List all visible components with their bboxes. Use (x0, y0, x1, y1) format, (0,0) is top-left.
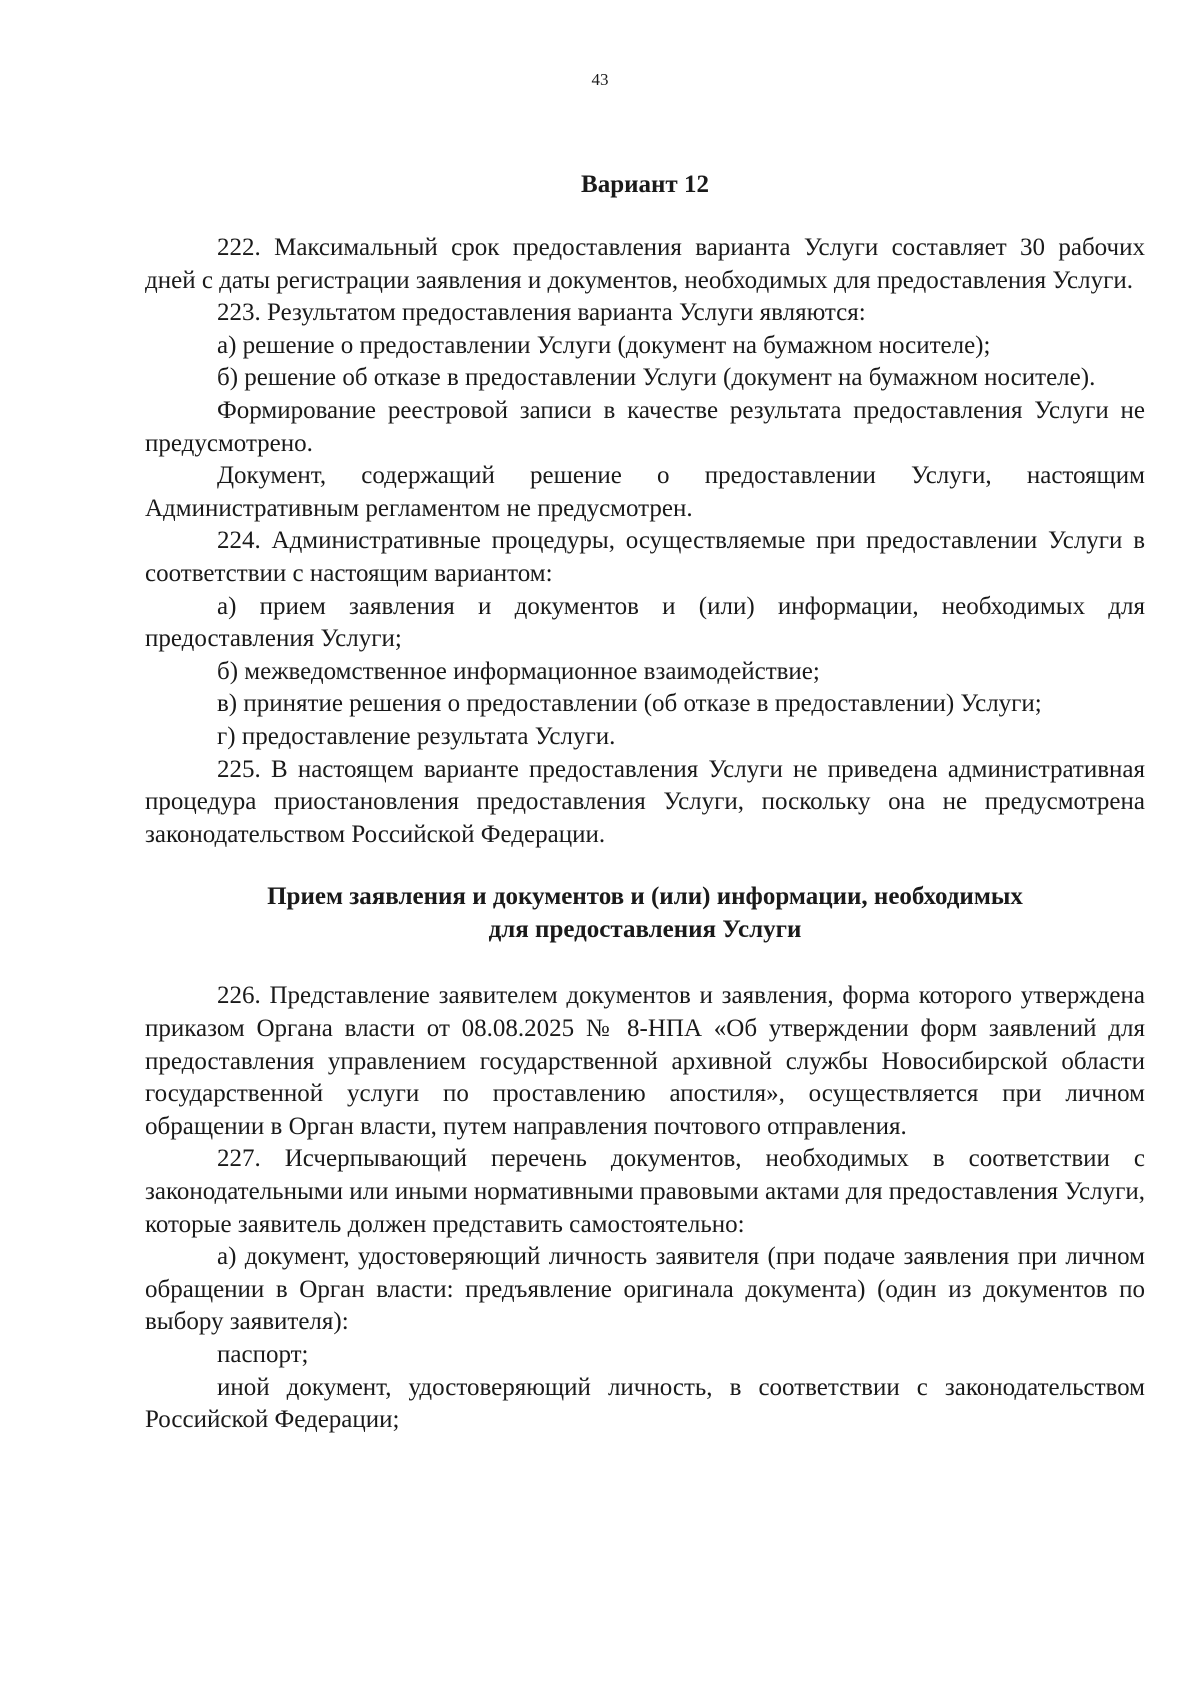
list-item-other-id-document: иной документ, удостоверяющий личность, в соответствии с законодательством Российской Федерации; (145, 1373, 1145, 1434)
paragraph-223: 223. Результатом предоставления варианта Услуги являются: (217, 299, 866, 327)
variant-heading: Вариант 12 (581, 171, 709, 198)
paragraph-224: 224. Административные процедуры, осуществляемые при предоставлении Услуги в соответствии с настоящим вариантом: (145, 527, 1145, 587)
list-item-224-b: б) межведомственное информационное взаимодействие; (217, 657, 820, 685)
list-item-224-a: а) прием заявления и документов и (или) информации, необходимых для предоставления Услуги; (145, 592, 1145, 653)
list-item-224-c: в) принятие решения о предоставлении (об отказе в предоставлении) Услуги; (217, 690, 1042, 718)
document-body (145, 160, 1145, 1437)
list-item-passport: паспорт; (217, 1341, 309, 1368)
paragraph-227: 227. Исчерпывающий перечень документов, необходимых в соответствии с законодательными или иными нормативными правовыми актами для предоставления Услуги, которые заявитель должен представить самостоятельно: (145, 1145, 1145, 1238)
paragraph-222: 222. Максимальный срок предоставления варианта Услуги составляет 30 рабочих дней с даты регистрации заявления и документов, необходимых для предоставления Услуги. (145, 234, 1145, 294)
list-item-223-a: а) решение о предоставлении Услуги (документ на бумажном носителе); (217, 331, 991, 359)
list-item-224-d: г) предоставление результата Услуги. (217, 722, 616, 750)
page-number: 43 (591, 70, 609, 89)
paragraph-225: 225. В настоящем варианте предоставления Услуги не приведена административная процедура приостановления предоставления Услуги, поскольку она не предусмотрена законодательством Российской Федерации. (145, 755, 1145, 848)
section-heading-application-intake (145, 881, 1145, 946)
section-heading-line-1: Прием заявления и документов и (или) информации, необходимых (267, 883, 1023, 911)
paragraph-registry-record: Формирование реестровой записи в качестве результата предоставления Услуги не предусмотрено. (145, 396, 1145, 457)
paragraph-decision-document: Документ, содержащий решение о предоставлении Услуги, настоящим Административным регламентом не предусмотрен. (145, 462, 1145, 522)
section-application-intake (145, 980, 1145, 1436)
section-heading-line-2: для предоставления Услуги (488, 915, 802, 943)
list-item-223-b: б) решение об отказе в предоставлении Услуги (документ на бумажном носителе). (217, 364, 1096, 392)
list-item-227-a: а) документ, удостоверяющий личность заявителя (при подаче заявления при личном обращении в Орган власти: предъявление оригинала документа) (один из документов по выбору заявителя): (145, 1243, 1145, 1336)
paragraph-226: 226. Представление заявителем документов и заявления, форма которого утверждена приказом Органа власти от 08.08.2025 № 8-НПА «Об утверждении форм заявлений для предоставления управлением государственной архивной службы Новосибирской области государственной услуги по проставлению апостиля», осуществляется при личном обращении в Орган власти, путем направления почтового отправления. (145, 982, 1145, 1140)
section-variant-12 (145, 232, 1145, 851)
